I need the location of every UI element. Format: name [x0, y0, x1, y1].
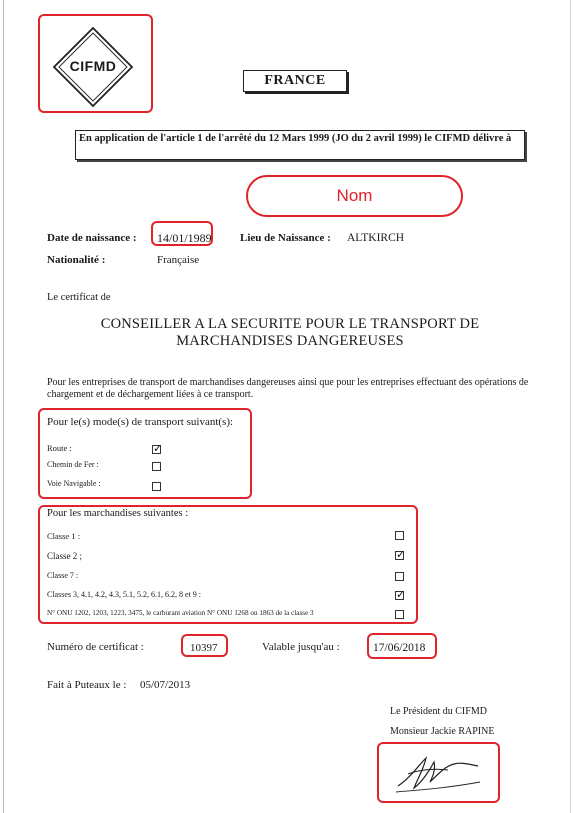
- logo-text: CIFMD: [69, 58, 117, 74]
- highlight-logo: [38, 14, 153, 113]
- scan-edge-left: [3, 0, 4, 813]
- birth-place-value: ALTKIRCH: [347, 232, 405, 244]
- goods-class1-checkbox[interactable]: [395, 531, 404, 540]
- nationality-label: Nationalité :: [47, 254, 106, 266]
- intro-text: En application de l'article 1 de l'arrêté du 12 Mars 1999 (JO du 2 avril 1999) le CIFMD délivre à: [75, 130, 525, 160]
- highlight-goods: [38, 505, 418, 624]
- certificate-title-line1: CONSEILLER A LA SECURITE POUR LE TRANSPORT DE: [100, 316, 480, 332]
- mode-waterway-label: Voie Navigable :: [47, 479, 101, 488]
- mode-route-label: Route :: [47, 443, 72, 453]
- issued-label: Fait à Puteaux le :: [47, 679, 127, 691]
- goods-onu-label: N° ONU 1202, 1203, 1223, 3475, le carburant aviation N° ONU 1268 ou 1863 de la classe 3: [47, 609, 314, 617]
- mode-rail-label: Chemin de Fer :: [47, 460, 99, 469]
- goods-heading: Pour les marchandises suivantes :: [47, 508, 189, 519]
- certificate-intro: Le certificat de: [47, 292, 111, 303]
- valid-until-label: Valable jusqu'au :: [262, 641, 340, 653]
- birth-date-value: 14/01/1989: [157, 231, 212, 245]
- certificate-number-value: 10397: [190, 642, 218, 654]
- valid-until-value: 17/06/2018: [373, 642, 426, 654]
- highlight-certificate-number: [181, 634, 228, 657]
- country-box: FRANCE: [243, 70, 347, 92]
- mode-rail-checkbox[interactable]: [152, 462, 161, 471]
- certificate-title-line2: MARCHANDISES DANGEREUSES: [176, 333, 404, 349]
- goods-class7-label: Classe 7 :: [47, 571, 79, 580]
- transport-modes-heading: Pour le(s) mode(s) de transport suivant(s):: [47, 416, 234, 428]
- highlight-signature: [377, 742, 500, 803]
- mode-waterway-checkbox[interactable]: [152, 482, 161, 491]
- mode-route-checkbox[interactable]: [152, 445, 161, 454]
- birth-place-label: Lieu de Naissance :: [240, 232, 331, 244]
- certificate-description: Pour les entreprises de transport de marchandises dangereuses ainsi que pour les entreprises effectuant des opérations de chargement et de déchargement liées à ce transport.: [47, 377, 529, 400]
- goods-classes-group-checkbox[interactable]: [395, 591, 404, 600]
- certificate-title: [40, 316, 540, 350]
- nationality-value: Française: [157, 254, 200, 266]
- highlight-valid-until: [367, 633, 437, 659]
- signatory-name: Monsieur Jackie RAPINE: [390, 726, 495, 737]
- birth-date-label: Date de naissance :: [47, 232, 137, 244]
- signatory-title: Le Président du CIFMD: [390, 706, 487, 717]
- goods-class7-checkbox[interactable]: [395, 572, 404, 581]
- scan-edge-right: [570, 0, 571, 813]
- name-overlay: Nom: [246, 175, 463, 217]
- goods-classes-group-label: Classes 3, 4.1, 4.2, 4.3, 5.1, 5.2, 6.1, 6.2, 8 et 9 :: [47, 590, 201, 599]
- issued-date: 05/07/2013: [140, 679, 191, 691]
- certificate-number-label: Numéro de certificat :: [47, 641, 144, 653]
- goods-class2-label: Classe 2 ;: [47, 551, 82, 561]
- goods-onu-checkbox[interactable]: [395, 610, 404, 619]
- goods-class2-checkbox[interactable]: [395, 551, 404, 560]
- highlight-birth-date: [151, 221, 213, 246]
- goods-class1-label: Classe 1 :: [47, 531, 81, 541]
